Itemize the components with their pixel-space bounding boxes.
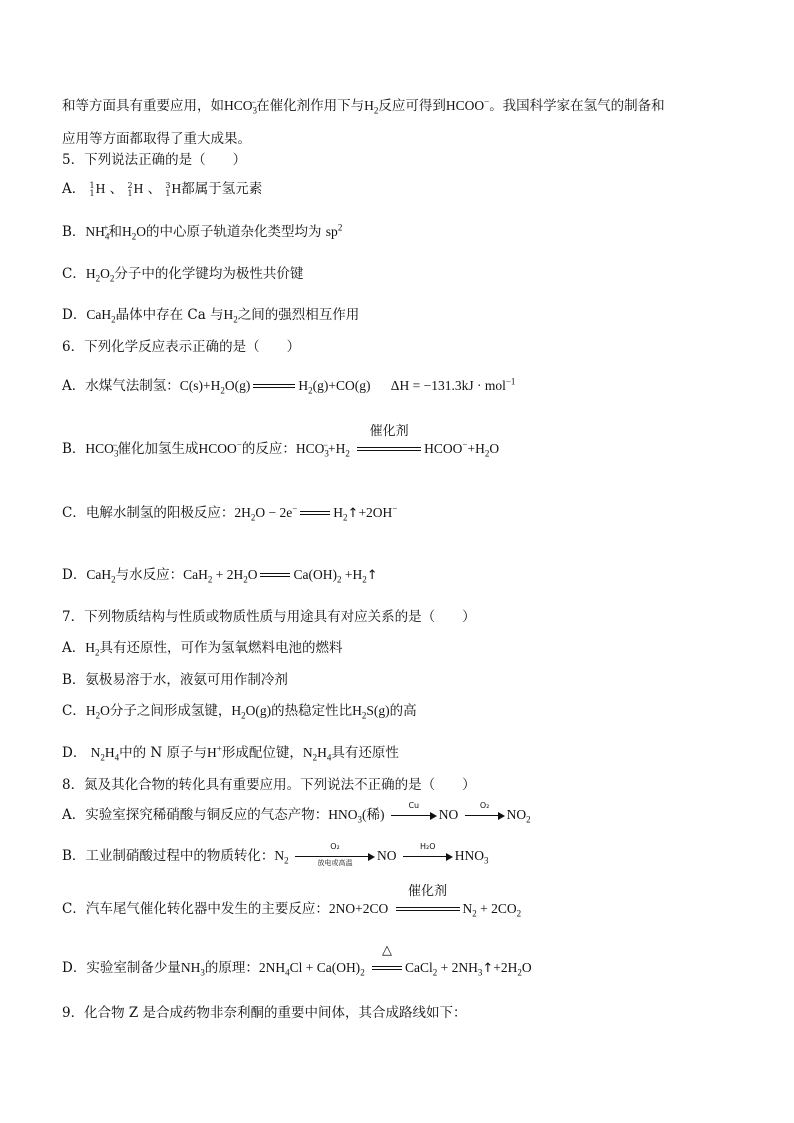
- intro-line-2: 应用等方面都取得了重大成果。: [62, 131, 251, 147]
- formula-hcoo: HCOO−: [445, 96, 490, 113]
- q7-option-d: D． $N_2H_4$中的 N 原子与H+形成配位键，$N_2H_4$具有还原性: [62, 743, 399, 763]
- q5-option-b: B．$NH_4^+$和$H_2O$的中心原子轨道杂化类型均为 $sp^2$: [62, 222, 343, 242]
- q8-option-a: A．实验室探究稀硝酸与铜反应的气态产物：$HNO_3$(稀) Cu NO O₂ $NO_2$: [62, 800, 531, 825]
- q8-option-c: C．汽车尾气催化转化器中发生的主要反应：2NO+2CO 催化剂 $N_2 + 2CO_2$: [62, 883, 522, 919]
- catalyst-condition: 催化剂: [354, 441, 424, 459]
- q7-stem: 7．下列物质结构与性质或物质性质与用途具有对应关系的是（ ）: [62, 609, 476, 625]
- equals-arrow: [253, 384, 295, 390]
- q7-option-b: B．氨极易溶于水，液氨可用作制冷剂: [62, 672, 288, 688]
- q8-option-b: B．工业制硝酸过程中的物质转化：$N_2$ O₂ 放电或高温 NO H₂O $HNO_3$: [62, 841, 489, 867]
- intro-line-1: 和等方面具有重要应用，如$HCO_3^-$在催化剂作用下与$H_2$反应可得到HCOO−。我国科学家在氢气的制备和: [62, 96, 665, 116]
- q8-stem: 8．氮及其化合物的转化具有重要应用。下列说法不正确的是（ ）: [62, 777, 476, 793]
- q7-option-c: C．$H_2O$分子之间形成氢键，$H_2O(g)$的热稳定性比$H_2S(g)$的高: [62, 703, 417, 721]
- q9-stem: 9．化合物 Z 是合成药物非奈利酮的重要中间体，其合成路线如下：: [62, 1005, 467, 1021]
- q5-option-c: C．$H_2O_2$分子中的化学键均为极性共价键: [62, 266, 304, 284]
- q5-option-a: A． 1 1 H 、 2 1 H 、 3 1 H都属于氢元素: [62, 180, 263, 198]
- q8-option-d: D．实验室制备少量$NH_3$的原理：$2NH_4Cl + Ca(OH)_2$ △ CaCl$_2$ + $2NH_3↑+2H_2O$: [62, 942, 532, 978]
- q6-option-d: D．CaH$_2$与水反应：$CaH_2 + 2H_2O$ $Ca(OH)_2$ $+H_2↑$: [62, 567, 378, 585]
- q6-option-a: A．水煤气法制氢：$C(s)+H_2O(g)$ $H_2(g)+CO(g) \Delta H = -131.3kJ \cdot mol^{-1}$: [62, 376, 516, 396]
- formula-hco3: $HCO_3^-$: [224, 96, 258, 116]
- q5-stem: 5．下列说法正确的是（ ）: [62, 152, 247, 168]
- q6-option-c: C．电解水制氢的阳极反应：$2H_2O - 2e^-$ $H_2↑+2OH^-$: [62, 503, 398, 523]
- q7-option-a: A．$H_2$具有还原性，可作为氢氧燃料电池的燃料: [62, 640, 343, 658]
- q5-option-d: D．CaH$_2$晶体中存在 Ca 与$H_2$之间的强烈相互作用: [62, 307, 360, 325]
- q6-option-b: B．$HCO_3^-$催化加氢生成HCOO−的反应：$HCO_3^-+H_2$ 催化剂 $HCOO^-+H_2O$: [62, 423, 500, 459]
- q6-stem: 6．下列化学反应表示正确的是（ ）: [62, 339, 301, 355]
